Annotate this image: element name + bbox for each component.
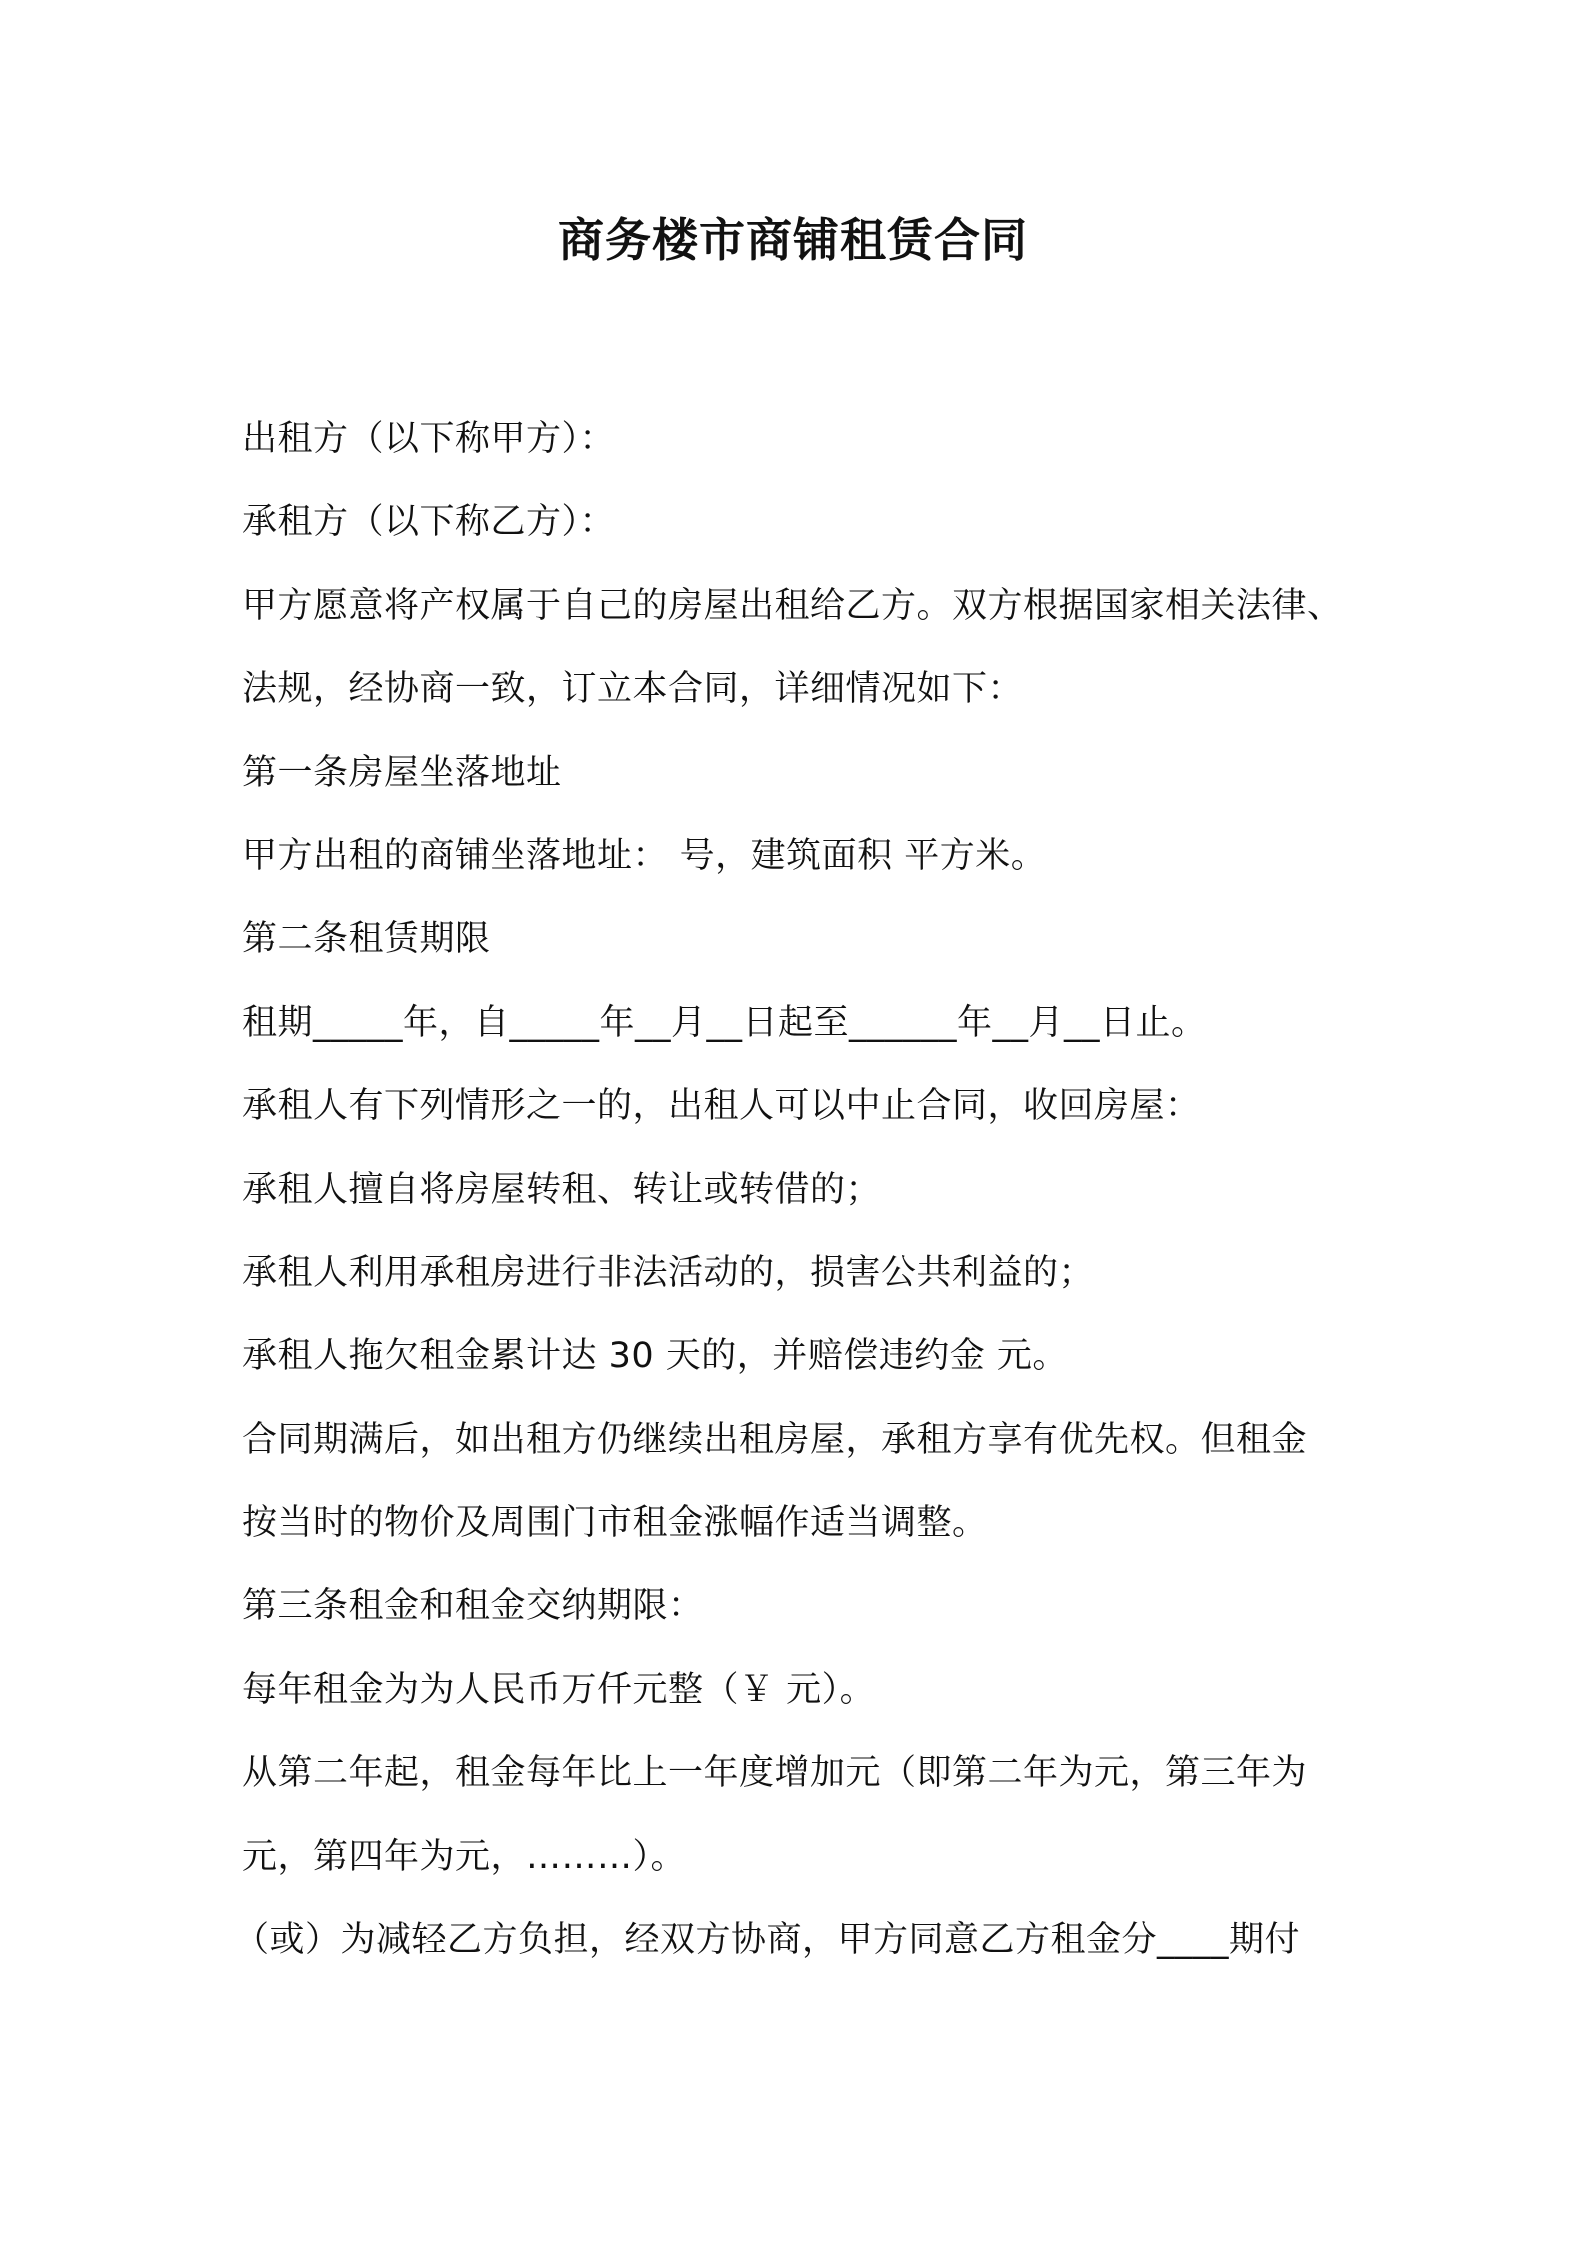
- article-heading: 第三条租金和租金交纳期限：: [242, 1586, 704, 1627]
- paragraph-line: 按当时的物价及周围门市租金涨幅作适当调整。: [242, 1503, 988, 1544]
- article-heading: 第一条房屋坐落地址: [242, 752, 562, 793]
- paragraph-line: 承租人利用承租房进行非法活动的，损害公共利益的；: [242, 1252, 1095, 1293]
- paragraph-line: 从第二年起，租金每年比上一年度增加元（即第二年为元，第三年为: [242, 1753, 1308, 1794]
- lessee-line: 承租方（以下称乙方）：: [242, 502, 616, 543]
- paragraph-line: 法规，经协商一致，订立本合同，详细情况如下：: [242, 669, 1024, 710]
- lessor-line: 出租方（以下称甲方）：: [242, 419, 616, 459]
- paragraph-line: 承租人擅自将房屋转租、转让或转借的；: [242, 1169, 882, 1210]
- article-heading: 第二条租赁期限: [242, 919, 491, 960]
- paragraph-line: 元，第四年为元，………）。: [242, 1836, 687, 1877]
- paragraph-line: （或）为减轻乙方负担，经双方协商，甲方同意乙方租金分____期付: [234, 1920, 1301, 1961]
- paragraph-line: 甲方愿意将产权属于自己的房屋出租给乙方。双方根据国家相关法律、: [242, 585, 1343, 626]
- paragraph-line: 合同期满后，如出租方仍继续出租房屋，承租方享有优先权。但租金: [242, 1419, 1308, 1460]
- paragraph-line: 甲方出租的商铺坐落地址： 号，建筑面积 平方米。: [242, 835, 1047, 876]
- paragraph-line: 租期_____年，自_____年__月__日起至______年__月__日止。: [242, 1002, 1207, 1043]
- paragraph-line: 每年租金为为人民币万仟元整（￥ 元）。: [242, 1669, 876, 1710]
- document-title: 商务楼市商铺租赁合同: [558, 213, 1028, 267]
- document-body: [234, 406, 1392, 1990]
- paragraph-line: 承租人拖欠租金累计达 30 天的，并赔偿违约金 元。: [242, 1336, 1068, 1377]
- paragraph-line: 承租人有下列情形之一的，出租人可以中止合同，收回房屋：: [242, 1086, 1201, 1127]
